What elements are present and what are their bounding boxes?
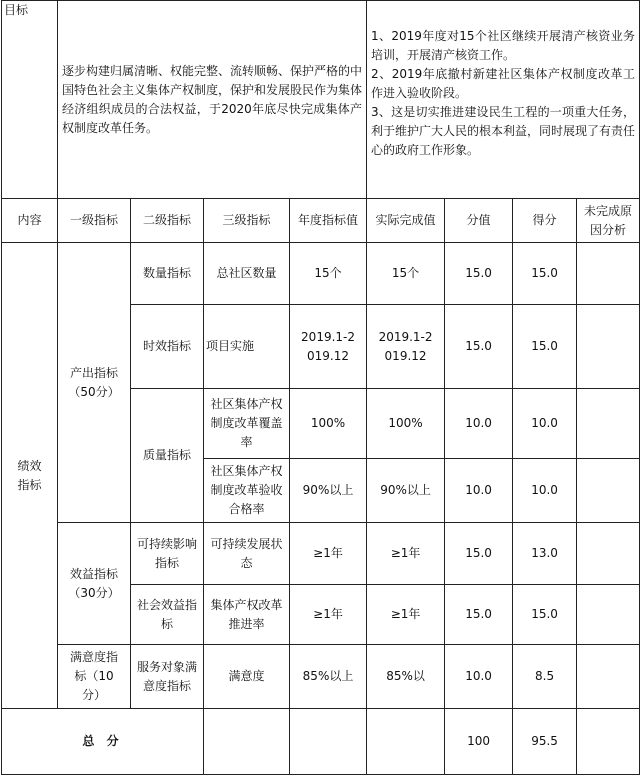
- target-value: 2019.1-2019.12: [290, 305, 367, 389]
- got-value: 10.0: [513, 389, 577, 459]
- total-empty-cell: [204, 709, 290, 775]
- target-value: ≥1年: [290, 523, 367, 585]
- table-row: [2, 645, 640, 709]
- level3-cell: 社区集体产权制度改革覆盖率: [204, 389, 290, 459]
- total-empty-cell: [577, 709, 640, 775]
- got-value: 15.0: [513, 243, 577, 305]
- level2-cell: 数量指标: [131, 243, 204, 305]
- score-value: 15.0: [445, 585, 513, 645]
- total-label: 总 分: [2, 709, 204, 775]
- reason-cell: [577, 243, 640, 305]
- got-value: 15.0: [513, 585, 577, 645]
- goal-achieved-item: 1、2019年度对15个社区继续开展清产核资业务培训，开展清产核资工作。: [371, 29, 636, 62]
- content-label: 绩效指标: [2, 243, 58, 709]
- goal-achieved-item: 2、2019年底撤村新建社区集体产权制度改革工作进入验收阶段。: [371, 67, 636, 100]
- score-value: 15.0: [445, 243, 513, 305]
- target-value: 100%: [290, 389, 367, 459]
- score-value: 10.0: [445, 389, 513, 459]
- level3-cell: 可持续发展状态: [204, 523, 290, 585]
- level3-cell: 项目实施: [204, 305, 290, 389]
- level2-cell: 服务对象满意度指标: [131, 645, 204, 709]
- level3-cell: 总社区数量: [204, 243, 290, 305]
- header-cell: 分值: [445, 199, 513, 243]
- actual-value: ≥1年: [367, 585, 445, 645]
- score-value: 15.0: [445, 523, 513, 585]
- level2-cell: 质量指标: [131, 389, 204, 523]
- level2-cell: 可持续影响指标: [131, 523, 204, 585]
- actual-value: 2019.1-2019.12: [367, 305, 445, 389]
- goal-overall-text: 逐步构建归属清晰、权能完整、流转顺畅、保护严格的中国特色社会主义集体产权制度，保护和发展股民作为集体经济组织成员的合法权益，于2020年底尽快完成集体产权制度改革任务。: [58, 1, 367, 199]
- total-row: [2, 709, 640, 775]
- got-value: 10.0: [513, 459, 577, 523]
- actual-value: 100%: [367, 389, 445, 459]
- level1-output: 产出指标（50分）: [58, 243, 131, 523]
- table-row: [2, 243, 640, 305]
- level3-cell: 满意度: [204, 645, 290, 709]
- actual-value: 85%以: [367, 645, 445, 709]
- level1-satisfaction: 满意度指标（10分）: [58, 645, 131, 709]
- header-cell: 年度指标值: [290, 199, 367, 243]
- reason-cell: [577, 305, 640, 389]
- got-value: 8.5: [513, 645, 577, 709]
- got-value: 13.0: [513, 523, 577, 585]
- target-value: 85%以上: [290, 645, 367, 709]
- header-cell: 实际完成值: [367, 199, 445, 243]
- header-row: [2, 199, 640, 243]
- goal-row: [2, 1, 640, 199]
- actual-value: 90%以上: [367, 459, 445, 523]
- reason-cell: [577, 459, 640, 523]
- actual-value: 15个: [367, 243, 445, 305]
- target-value: 90%以上: [290, 459, 367, 523]
- total-score: 100: [445, 709, 513, 775]
- header-cell: 二级指标: [131, 199, 204, 243]
- total-empty-cell: [290, 709, 367, 775]
- level3-cell: 社区集体产权制度改革验收合格率: [204, 459, 290, 523]
- target-value: ≥1年: [290, 585, 367, 645]
- level2-cell: 社会效益指标: [131, 585, 204, 645]
- header-cell: 未完成原因分析: [577, 199, 640, 243]
- reason-cell: [577, 645, 640, 709]
- header-cell: 三级指标: [204, 199, 290, 243]
- reason-cell: [577, 389, 640, 459]
- level3-cell: 集体产权改革推进率: [204, 585, 290, 645]
- score-value: 10.0: [445, 459, 513, 523]
- target-value: 15个: [290, 243, 367, 305]
- goal-achieved-list: [367, 1, 640, 199]
- level1-benefit: 效益指标（30分）: [58, 523, 131, 645]
- goal-label: 目标: [2, 1, 58, 199]
- got-value: 15.0: [513, 305, 577, 389]
- header-cell: 内容: [2, 199, 58, 243]
- score-value: 15.0: [445, 305, 513, 389]
- score-value: 10.0: [445, 645, 513, 709]
- level2-cell: 时效指标: [131, 305, 204, 389]
- header-cell: 得分: [513, 199, 577, 243]
- header-cell: 一级指标: [58, 199, 131, 243]
- performance-table: [1, 0, 640, 775]
- total-got: 95.5: [513, 709, 577, 775]
- table-row: [2, 523, 640, 585]
- reason-cell: [577, 523, 640, 585]
- reason-cell: [577, 585, 640, 645]
- goal-achieved-item: 3、这是切实推进建设民生工程的一项重大任务，利于维护广大人民的根本利益，同时展现了有责任心的政府工作形象。: [371, 105, 636, 157]
- actual-value: ≥1年: [367, 523, 445, 585]
- total-empty-cell: [367, 709, 445, 775]
